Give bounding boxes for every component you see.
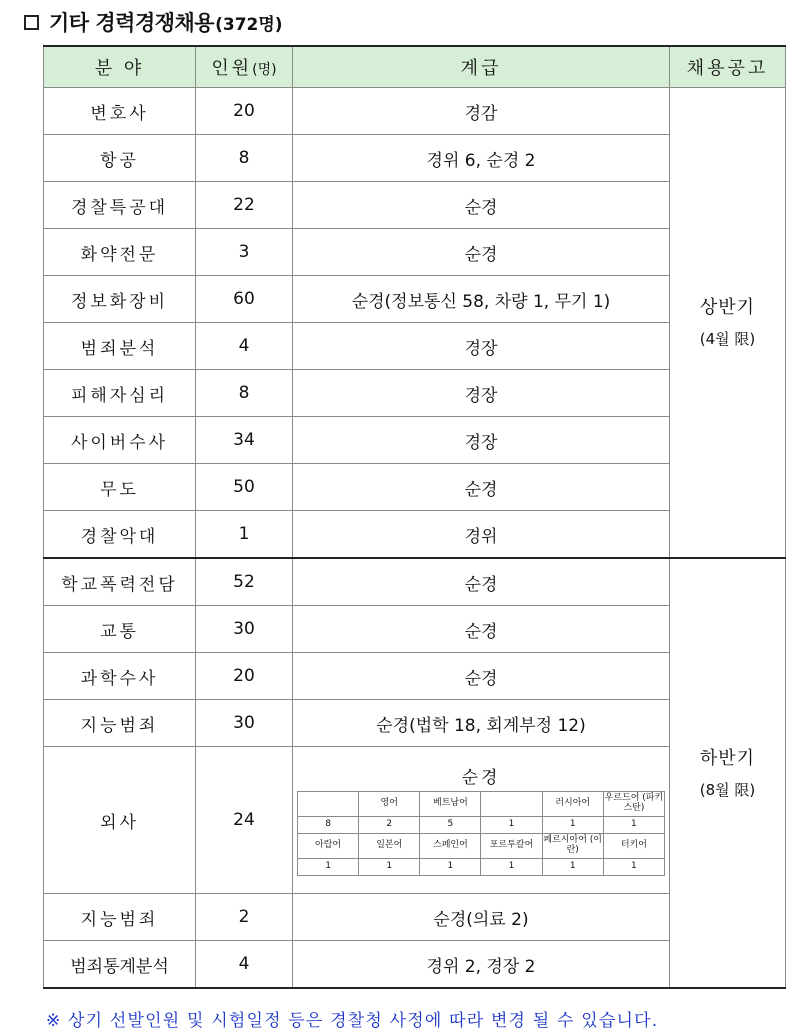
cell-rank: 경위 2, 경장 2	[293, 941, 670, 989]
section-title: 기타 경력경쟁채용	[49, 11, 215, 35]
cell-rank: 경장	[293, 417, 670, 464]
cell-people: 2	[196, 894, 293, 941]
cell-rank: 순경(의료 2)	[293, 894, 670, 941]
table-row	[44, 558, 786, 606]
cell-field: 학교폭력전담	[44, 558, 196, 606]
cell-people: 22	[196, 182, 293, 229]
language-count: 1	[603, 816, 664, 833]
cell-field: 지능범죄	[44, 700, 196, 747]
cell-rank: 경장	[293, 370, 670, 417]
cell-field: 사이버수사	[44, 417, 196, 464]
header-rank: 계급	[293, 46, 670, 88]
language-cell: 우르드어 (파키스탄)	[603, 791, 664, 816]
cell-people: 34	[196, 417, 293, 464]
language-count: 1	[603, 858, 664, 875]
cell-rank: 순경	[293, 558, 670, 606]
cell-field: 화약전문	[44, 229, 196, 276]
language-count: 1	[481, 816, 542, 833]
language-count-row	[298, 816, 665, 833]
checkbox-square-icon	[24, 15, 39, 30]
cell-rank: 순경	[293, 464, 670, 511]
cell-field: 경찰악대	[44, 511, 196, 559]
cell-field: 정보화장비	[44, 276, 196, 323]
cell-rank: 순경	[293, 606, 670, 653]
cell-notice-second-half	[670, 558, 786, 988]
cell-field: 변호사	[44, 88, 196, 135]
cell-rank: 경장	[293, 323, 670, 370]
header-people-label: 인원	[211, 58, 253, 79]
language-count: 1	[542, 858, 603, 875]
cell-rank: 순경	[293, 182, 670, 229]
cell-field: 범죄분석	[44, 323, 196, 370]
recruitment-table	[43, 45, 786, 989]
cell-people: 8	[196, 135, 293, 182]
cell-people: 20	[196, 88, 293, 135]
cell-rank: 순경(법학 18, 회계부정 12)	[293, 700, 670, 747]
language-cell	[298, 791, 359, 816]
header-notice: 채용공고	[670, 46, 786, 88]
language-cell: 아랍어	[298, 833, 359, 858]
language-count: 2	[359, 816, 420, 833]
header-people	[196, 46, 293, 88]
cell-field: 항공	[44, 135, 196, 182]
cell-rank-language	[293, 747, 670, 894]
header-field: 분 야	[44, 46, 196, 88]
cell-rank: 순경(정보통신 58, 차량 1, 무기 1)	[293, 276, 670, 323]
header-people-unit: (명)	[252, 62, 277, 78]
cell-rank: 경감	[293, 88, 670, 135]
notice-label: 상반기	[699, 297, 756, 319]
cell-people: 52	[196, 558, 293, 606]
language-count: 1	[359, 858, 420, 875]
language-row	[298, 833, 665, 858]
cell-rank: 순경	[461, 767, 501, 788]
cell-rank: 순경	[293, 653, 670, 700]
notice-sub: (8월 限)	[699, 780, 756, 799]
language-count-row	[298, 858, 665, 875]
language-row	[298, 791, 665, 816]
cell-rank: 경위 6, 순경 2	[293, 135, 670, 182]
table-row	[44, 88, 786, 135]
cell-field: 지능범죄	[44, 894, 196, 941]
language-count: 1	[542, 816, 603, 833]
language-count: 1	[298, 858, 359, 875]
language-cell: 일본어	[359, 833, 420, 858]
cell-people: 30	[196, 606, 293, 653]
cell-field: 과학수사	[44, 653, 196, 700]
cell-notice-first-half	[670, 88, 786, 559]
language-cell: 스페인어	[420, 833, 481, 858]
cell-field: 교통	[44, 606, 196, 653]
cell-rank: 순경	[293, 229, 670, 276]
notice-sub: (4월 限)	[699, 330, 756, 349]
cell-people: 20	[196, 653, 293, 700]
cell-field: 외사	[44, 747, 196, 894]
cell-people: 60	[196, 276, 293, 323]
language-count: 1	[481, 858, 542, 875]
language-cell: 터키어	[603, 833, 664, 858]
language-cell: 페르시아어 (이란)	[542, 833, 603, 858]
footnote: ※ 상기 선발인원 및 시험일정 등은 경찰청 사정에 따라 변경 될 수 있습니다.	[46, 1011, 659, 1031]
cell-people: 8	[196, 370, 293, 417]
language-table	[297, 791, 665, 876]
language-count: 5	[420, 816, 481, 833]
cell-people: 4	[196, 941, 293, 989]
language-cell: 영어	[359, 791, 420, 816]
cell-field: 경찰특공대	[44, 182, 196, 229]
cell-field: 범죄통계분석	[44, 941, 196, 989]
cell-people: 24	[196, 747, 293, 894]
cell-people: 30	[196, 700, 293, 747]
notice-label: 하반기	[699, 747, 756, 769]
language-cell: 러시아어	[542, 791, 603, 816]
cell-people: 1	[196, 511, 293, 559]
cell-field: 무도	[44, 464, 196, 511]
language-cell: 포르투칼어	[481, 833, 542, 858]
cell-field: 피해자심리	[44, 370, 196, 417]
cell-people: 50	[196, 464, 293, 511]
language-count: 8	[298, 816, 359, 833]
section-heading	[24, 6, 283, 38]
cell-people: 3	[196, 229, 293, 276]
language-count: 1	[420, 858, 481, 875]
table-header-row	[44, 46, 786, 88]
cell-people: 4	[196, 323, 293, 370]
language-cell	[481, 791, 542, 816]
language-cell: 베트남어	[420, 791, 481, 816]
cell-rank: 경위	[293, 511, 670, 559]
section-count: (372명)	[215, 14, 283, 35]
